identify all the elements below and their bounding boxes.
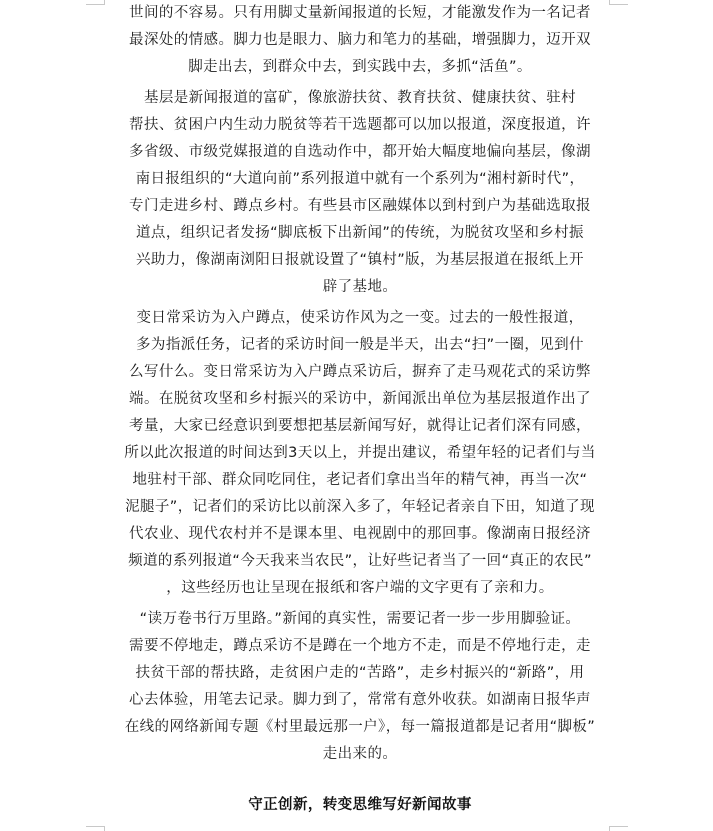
- text-line: 心去体验，用笔去记录。脚力到了，常常有意外收获。如湖南日报华声: [129, 692, 591, 708]
- crop-mark-bottom-left: [104, 826, 105, 831]
- text-line: 基层是新闻报道的富矿，像旅游扶贫、教育扶贫、健康扶贫、驻村: [143, 90, 577, 106]
- text-line: 代农业、现代农村并不是课本里、电视剧中的那回事。像湖南日报经济: [129, 526, 591, 542]
- text-line: 需要不停地走，蹲点采访不是蹲在一个地方不走，而是不停地行走，走: [129, 638, 591, 654]
- document-body: [100, 0, 620, 768]
- text-line: 世间的不容易。只有用脚丈量新闻报道的长短，才能激发作为一名记者: [129, 5, 591, 21]
- crop-mark-bottom-right: [609, 826, 610, 831]
- text-line: 在线的网络新闻专题《村里最远那一户》，每一篇报道都是记者用“脚板”: [124, 719, 596, 735]
- paragraph: [100, 305, 620, 602]
- text-line: 考量，大家已经意识到要想把基层新闻写好，就得让记者们深有同感，: [129, 418, 591, 434]
- text-line: 所以此次报道的时间达到3天以上，并提出建议，希望年轻的记者们与当: [124, 445, 596, 461]
- text-line: 扶贫干部的帮扶路，走贫困户走的“苦路”，走乡村振兴的“新路”，用: [135, 665, 585, 681]
- section-heading: 守正创新，转变思维写好新闻故事: [248, 797, 472, 813]
- paragraph: [100, 606, 620, 768]
- text-line: 专门走进乡村、蹲点乡村。有些县市区融媒体以到村到户为基础选取报: [129, 198, 591, 214]
- text-line: 最深处的情感。脚力也是眼力、脑力和笔力的基础，增强脚力，迈开双: [129, 32, 591, 48]
- paragraph: [100, 85, 620, 301]
- crop-mark-bottom-left: [86, 826, 104, 827]
- text-line: 多省级、市级党媒报道的自选动作中，都开始大幅度地偏向基层，像湖: [129, 144, 591, 160]
- text-line: 地驻村干部、群众同吃同住，老记者们拿出当年的精气神，再当一次“: [132, 472, 588, 488]
- text-line: “读万卷书行万里路。”新闻的真实性，需要记者一步一步用脚验证。: [139, 611, 581, 627]
- text-line: ，这些经历也让呈现在报纸和客户端的文字更有了亲和力。: [166, 580, 554, 596]
- text-line: 变日常采访为入户蹲点，使采访作风为之一变。过去的一般性报道，: [136, 310, 584, 326]
- crop-mark-bottom-right: [610, 826, 628, 827]
- text-line: 兴助力，像湖南浏阳日报就设置了“镇村”版，为基层报道在报纸上开: [136, 252, 584, 268]
- text-line: 脚走出去，到群众中去，到实践中去，多抓“活鱼”。: [188, 59, 532, 75]
- text-line: 辟了基地。: [322, 279, 398, 295]
- text-line: 么写什么。变日常采访为入户蹲点采访后，摒弃了走马观花式的采访弊: [129, 364, 591, 380]
- text-line: 端。在脱贫攻坚和乡村振兴的采访中，新闻派出单位为基层报道作出了: [129, 391, 591, 407]
- text-line: 帮扶、贫困户内生动力脱贫等若干选题都可以加以报道，深度报道，许: [129, 117, 591, 133]
- text-line: 南日报组织的“大道向前”系列报道中就有一个系列为“湘村新时代”，: [135, 171, 585, 187]
- paragraph: [100, 0, 620, 81]
- text-line: 道点，组织记者发扬“脚底板下出新闻”的传统，为脱贫攻坚和乡村振: [136, 225, 584, 241]
- text-line: 频道的系列报道“今天我来当农民”，让好些记者当了一回“真正的农民”: [128, 553, 592, 569]
- text-line: 多为指派任务，记者的采访时间一般是半天，出去“扫”一圈，见到什: [136, 337, 584, 353]
- text-line: 泥腿子”，记者们的采访比以前深入多了，年轻记者亲自下田，知道了现: [125, 499, 595, 515]
- text-line: 走出来的。: [322, 746, 398, 762]
